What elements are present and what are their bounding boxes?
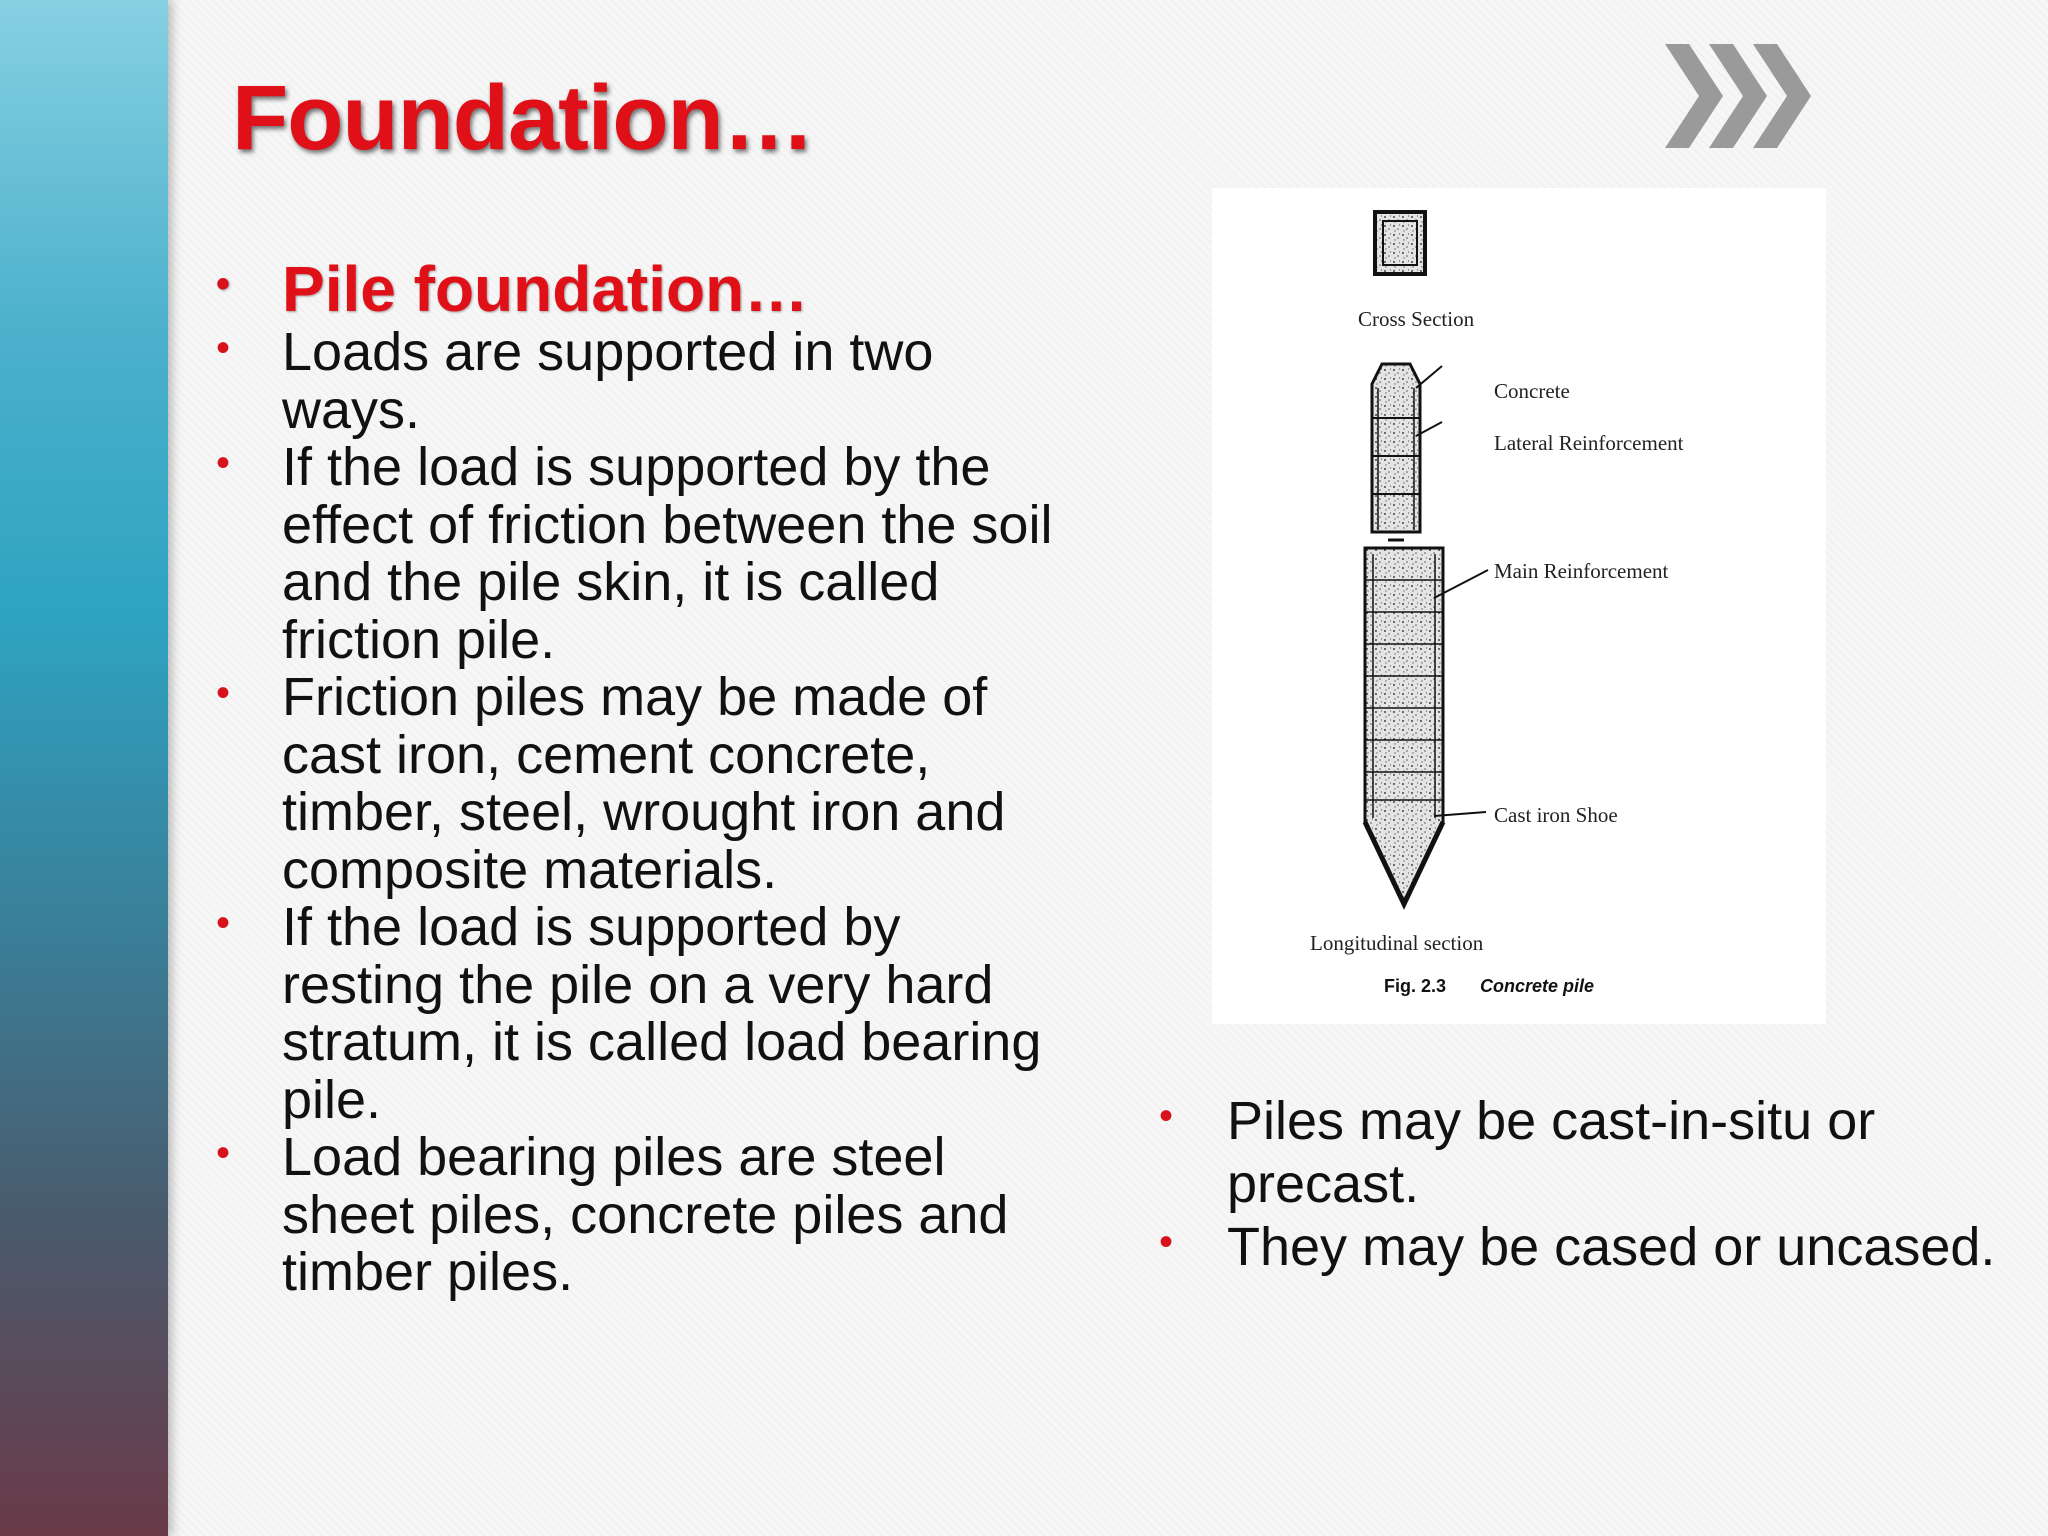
bullet-dot: • bbox=[216, 326, 231, 370]
bullet-dot: • bbox=[216, 671, 231, 715]
left-bullet-list bbox=[210, 254, 1070, 1302]
list-item: • Load bearing piles are steel sheet piles, concrete piles and timber piles. bbox=[216, 1127, 1009, 1302]
bullet-dot: • bbox=[216, 262, 231, 306]
bullet-dot: • bbox=[216, 901, 231, 945]
concrete-pile-figure bbox=[1212, 188, 1826, 1024]
cross-section-label: Cross Section bbox=[1358, 307, 1475, 331]
figure-caption: Concrete pile bbox=[1480, 976, 1595, 996]
pile-main-body bbox=[1365, 548, 1443, 904]
slide-title: Foundation… bbox=[232, 67, 814, 169]
pile-upper-segment bbox=[1372, 364, 1420, 540]
right-bullet-list bbox=[1155, 1090, 2035, 1279]
list-item: • Pile foundation… bbox=[216, 253, 809, 325]
lateral-reinforcement-label: Lateral Reinforcement bbox=[1494, 431, 1684, 455]
longitudinal-section-label: Longitudinal section bbox=[1310, 931, 1484, 955]
list-item: • Friction piles may be made of cast iron, cement concrete, timber, steel, wrought iron and composite materials. bbox=[216, 667, 1006, 900]
list-item: • Loads are supported in two ways. bbox=[216, 322, 934, 440]
list-item: • If the load is supported by the effect of friction between the soil and the pile skin, it is called friction pile. bbox=[216, 437, 1053, 670]
bullet-dot: • bbox=[216, 441, 231, 485]
cross-section-drawing bbox=[1375, 212, 1425, 274]
concrete-label: Concrete bbox=[1494, 379, 1570, 403]
figure-number: Fig. 2.3 bbox=[1384, 976, 1447, 996]
list-item: • They may be cased or uncased. bbox=[1159, 1217, 1996, 1277]
bullet-dot: • bbox=[1159, 1094, 1174, 1138]
bullet-dot: • bbox=[216, 1131, 231, 1175]
list-item: • If the load is supported by resting the pile on a very hard stratum, it is called load bearing pile. bbox=[216, 897, 1042, 1130]
bullet-dot: • bbox=[1159, 1220, 1174, 1264]
triple-chevron-right-icon bbox=[1665, 44, 1815, 153]
sidebar-band bbox=[0, 0, 168, 1536]
list-item: • Piles may be cast-in-situ or precast. bbox=[1159, 1091, 1876, 1214]
cast-iron-shoe-label: Cast iron Shoe bbox=[1494, 803, 1618, 827]
main-reinforcement-label: Main Reinforcement bbox=[1494, 559, 1669, 583]
